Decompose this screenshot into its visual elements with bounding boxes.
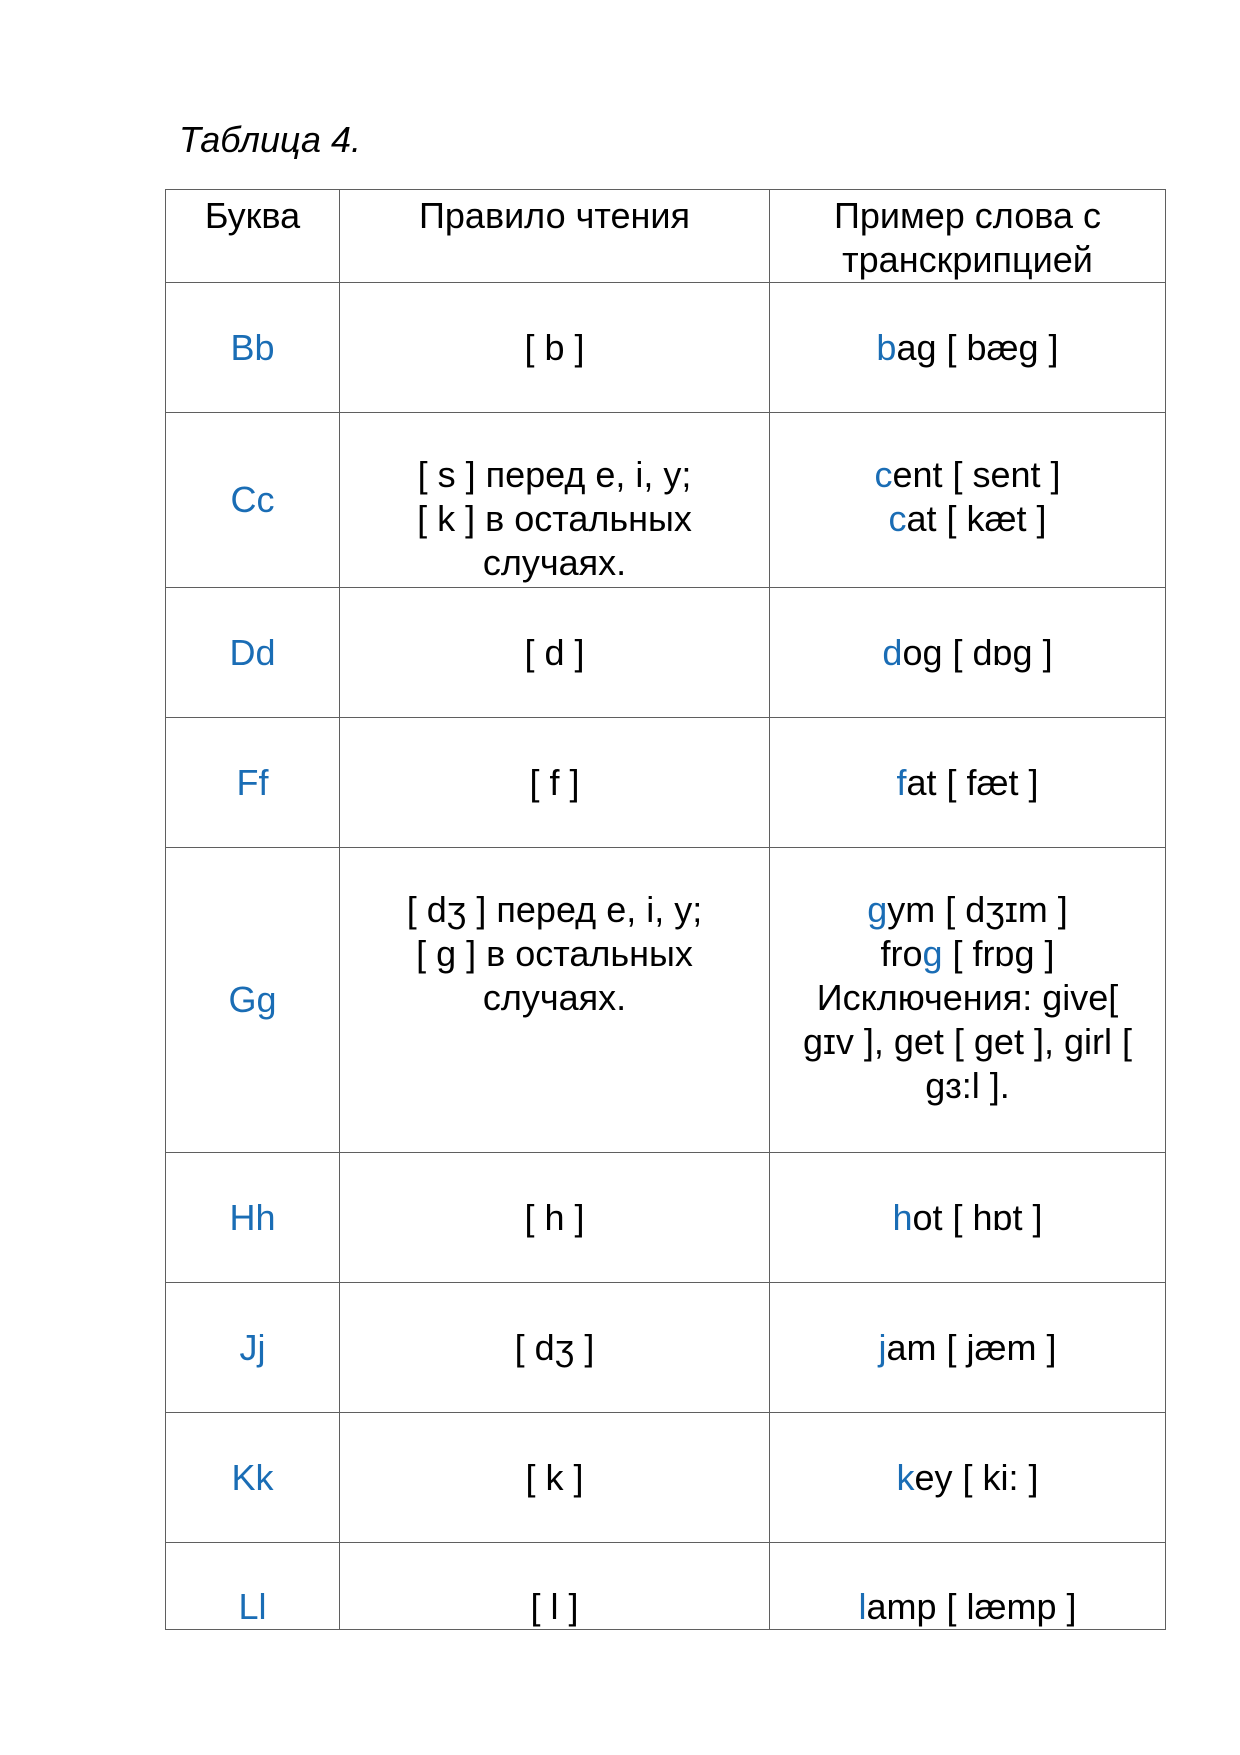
example-rest: amp [ læmp ] [866, 1586, 1077, 1627]
rule-line: случаях. [482, 542, 627, 583]
example-cell [770, 1153, 1166, 1283]
example-rest: ot [ hɒt ] [912, 1196, 1043, 1238]
table-row [166, 848, 1166, 1153]
rule-line: случаях. [482, 977, 627, 1018]
letter-cell: Ll [166, 1543, 340, 1630]
letter-cell: Ff [166, 718, 340, 848]
example-line [776, 888, 1159, 932]
letter-cell: Jj [166, 1283, 340, 1413]
highlight-letter: k [896, 1456, 915, 1498]
rule-line: [ g ] в остальных [416, 933, 693, 974]
rule-line: [ k ] в остальных [417, 498, 692, 539]
rule-cell [340, 1153, 770, 1283]
highlight-letter: g [922, 933, 943, 974]
table-row [166, 1413, 1166, 1543]
reading-rules-table [165, 189, 1166, 1630]
example-cell [770, 283, 1166, 413]
highlight-letter: c [874, 454, 893, 495]
highlight-letter: l [858, 1586, 867, 1627]
table-row [166, 588, 1166, 718]
letter-cell: Kk [166, 1413, 340, 1543]
header-row [166, 190, 1166, 283]
table-row [166, 413, 1166, 588]
table-row [166, 283, 1166, 413]
highlight-letter: g [867, 889, 888, 930]
rule-line: [ b ] [524, 326, 585, 368]
example-line [776, 1196, 1159, 1240]
rule-line: [ f ] [529, 761, 580, 803]
letter-cell: Dd [166, 588, 340, 718]
example-line [776, 1456, 1159, 1500]
rule-line: [ h ] [524, 1196, 585, 1238]
example-line [776, 1585, 1159, 1629]
example-line [776, 497, 1159, 541]
table-caption: Таблица 4. [179, 119, 362, 160]
highlight-letter: f [896, 761, 907, 803]
header-example-line: Пример слова с [834, 195, 1101, 236]
example-rest: ym [ dʒɪm ] [887, 889, 1068, 930]
header-rule: Правило чтения [340, 190, 770, 283]
rule-cell [340, 588, 770, 718]
example-line [776, 761, 1159, 805]
letter-cell: Gg [166, 848, 340, 1153]
rule-cell [340, 283, 770, 413]
table-row [166, 718, 1166, 848]
example-line [776, 1326, 1159, 1370]
header-letter: Буква [166, 190, 340, 283]
rule-cell [340, 1283, 770, 1413]
rule-line: [ l ] [530, 1586, 579, 1627]
table-row [166, 1543, 1166, 1630]
rule-line: [ s ] перед e, i, y; [417, 454, 692, 495]
highlight-letter: d [882, 631, 903, 673]
rule-cell [340, 1413, 770, 1543]
header-example-line: транскрипцией [842, 239, 1093, 280]
exceptions-line: gɪv ], get [ get ], girl [ [803, 1021, 1132, 1062]
example-cell [770, 848, 1166, 1153]
example-line [776, 932, 1159, 976]
header-example [770, 190, 1166, 283]
example-line [776, 453, 1159, 497]
table-row [166, 1153, 1166, 1283]
example-rest: am [ jæm ] [886, 1326, 1057, 1368]
example-line [776, 326, 1159, 370]
example-rest: ag [ bæg ] [896, 326, 1059, 368]
rule-cell [340, 718, 770, 848]
example-cell [770, 1283, 1166, 1413]
example-rest: ent [ sent ] [892, 454, 1061, 495]
rule-cell [340, 848, 770, 1153]
highlight-letter: b [876, 326, 897, 368]
letter-cell: Cc [166, 413, 340, 588]
example-cell [770, 718, 1166, 848]
exceptions-line: Исключения: give[ [816, 977, 1119, 1018]
example-cell [770, 1413, 1166, 1543]
letter-cell: Bb [166, 283, 340, 413]
example-line [776, 631, 1159, 675]
rule-line: [ d ] [524, 631, 585, 673]
rule-line: [ k ] [525, 1456, 584, 1498]
highlight-letter: j [878, 1326, 887, 1368]
highlight-letter: h [892, 1196, 913, 1238]
letter-cell: Hh [166, 1153, 340, 1283]
table-row [166, 1283, 1166, 1413]
exceptions-line: gɜ:l ]. [925, 1065, 1010, 1106]
example-rest: ey [ ki: ] [914, 1456, 1039, 1498]
example-cell [770, 413, 1166, 588]
rule-line: [ dʒ ] перед e, i, y; [406, 889, 703, 930]
rule-cell [340, 413, 770, 588]
example-cell [770, 1543, 1166, 1630]
example-prefix: fro [880, 933, 923, 974]
example-rest: at [ fæt ] [906, 761, 1039, 803]
rule-cell [340, 1543, 770, 1630]
example-rest: og [ dɒg ] [902, 631, 1053, 673]
example-rest: [ frɒg ] [942, 933, 1055, 974]
example-rest: at [ kæt ] [906, 498, 1047, 539]
example-cell [770, 588, 1166, 718]
highlight-letter: c [888, 498, 907, 539]
rule-line: [ dʒ ] [514, 1326, 595, 1368]
